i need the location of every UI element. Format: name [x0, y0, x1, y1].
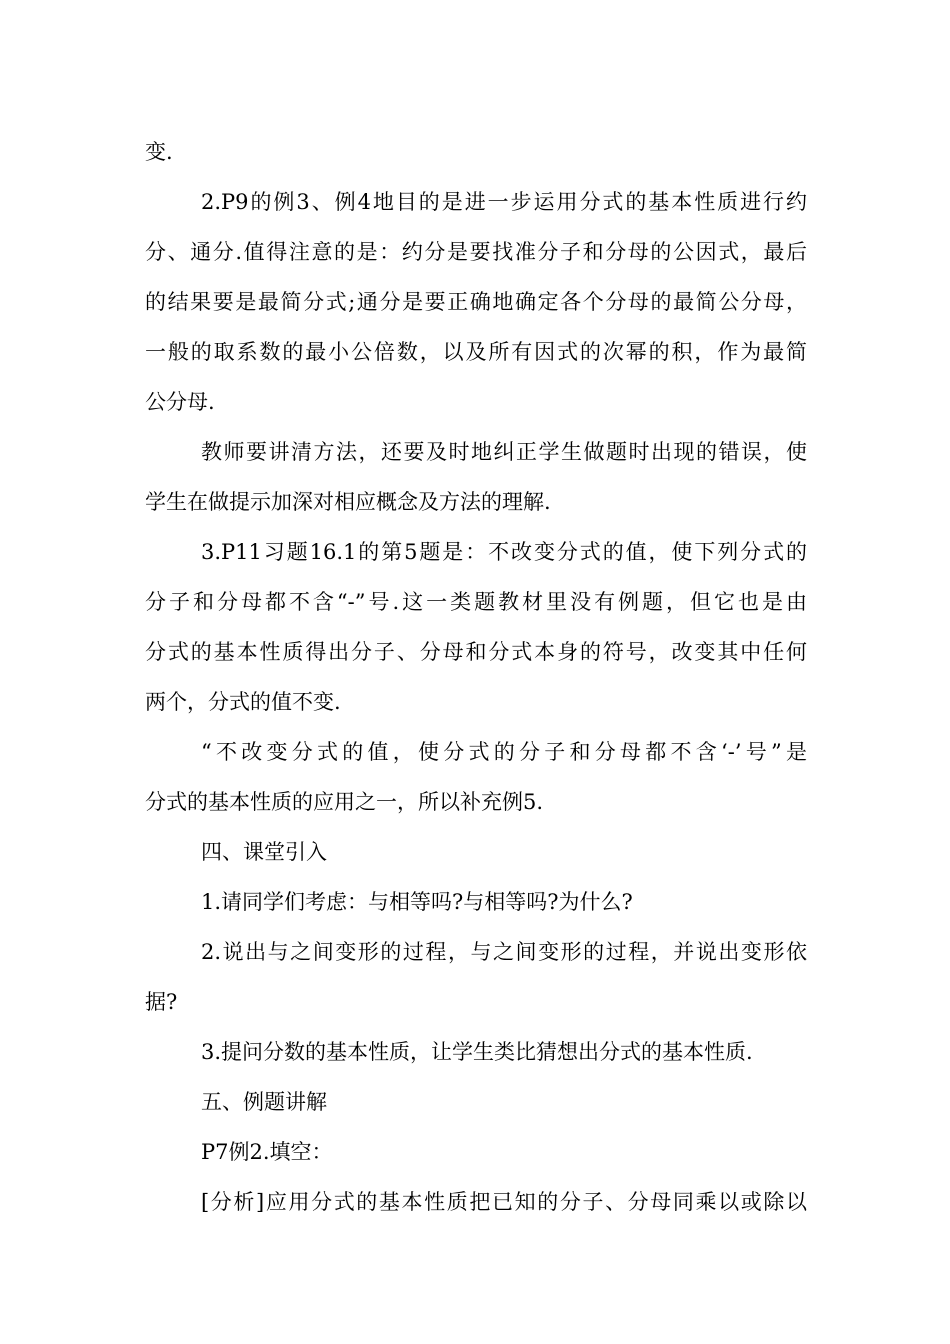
text-line: 两个，分式的值不变. [145, 690, 341, 714]
text-line: 一般的取系数的最小公倍数，以及所有因式的次幂的积，作为最简 [145, 340, 807, 364]
text-line: 2.说出与之间变形的过程，与之间变形的过程，并说出变形依 [201, 940, 807, 964]
text-line: [分析]应用分式的基本性质把已知的分子、分母同乘以或除以 [201, 1190, 807, 1214]
text-line: 教师要讲清方法，还要及时地纠正学生做题时出现的错误，使 [201, 440, 807, 464]
text-line: 分式的基本性质的应用之一，所以补充例5. [145, 790, 544, 814]
text-line: 3.P11习题16.1的第5题是：不改变分式的值，使下列分式的 [201, 540, 807, 564]
text-line: 变. [145, 140, 173, 164]
text-line: “不改变分式的值，使分式的分子和分母都不含‘-’号”是 [201, 740, 807, 764]
text-line: 1.请同学们考虑：与相等吗?与相等吗?为什么? [201, 890, 633, 914]
text-line: 的结果要是最简分式;通分是要正确地确定各个分母的最简公分母， [145, 290, 807, 314]
text-line: 四、课堂引入 [201, 840, 327, 864]
text-line: 五、例题讲解 [201, 1090, 327, 1114]
text-line: 3.提问分数的基本性质，让学生类比猜想出分式的基本性质. [201, 1040, 753, 1064]
text-line: P7例2.填空： [201, 1140, 333, 1164]
text-line: 分子和分母都不含“-”号.这一类题教材里没有例题，但它也是由 [145, 590, 807, 614]
text-line: 分式的基本性质得出分子、分母和分式本身的符号，改变其中任何 [145, 640, 807, 664]
text-line: 2.P9的例3、例4地目的是进一步运用分式的基本性质进行约 [201, 190, 807, 214]
text-line: 据? [145, 990, 178, 1014]
text-line: 公分母. [145, 390, 215, 414]
text-line: 学生在做提示加深对相应概念及方法的理解. [145, 490, 551, 514]
document-page [145, 127, 807, 1227]
text-line: 分、通分.值得注意的是：约分是要找准分子和分母的公因式，最后 [145, 240, 807, 264]
